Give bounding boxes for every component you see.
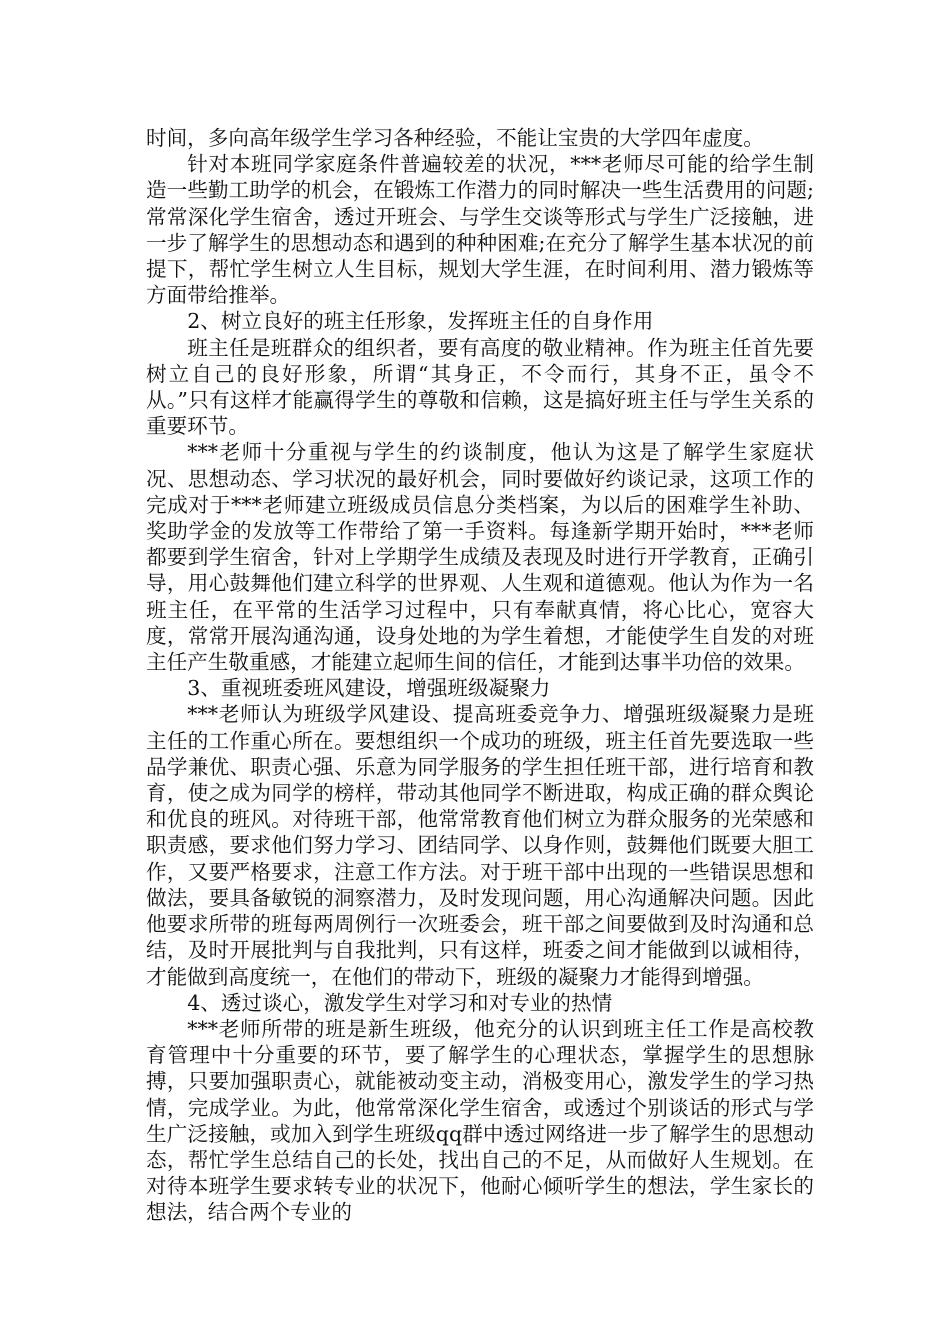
paragraph-class-committee: ***老师认为班级学风建设、提高班委竞争力、增强班级凝聚力是班主任的工作重心所在。要想组织一个成功的班级，班主任首先要选取一些品学兼优、职责心强、乐意为同学服务的学生担任班干部，进行培育和教育，使之成为同学的榜样，带动其他同学不断进取，构成正确的群众舆论和优良的班风。对待班干部，他常常教育他们树立为群众服务的光荣感和职责感，要求他们努力学习、团结同学、以身作则，鼓舞他们既要大胆工作，又要严格要求，注意工作方法。对于班干部中出现的一些错误思想和做法，要具备敏锐的洞察潜力，及时发现问题，用心沟通解决问题。因此他要求所带的班每两周例行一次班委会，班干部之间要做到及时沟通和总结，及时开展批判与自我批判，只有这样，班委之间才能做到以诚相待，才能做到高度统一，在他们的带动下，班级的凝聚力才能得到增强。 bbox=[146, 702, 814, 989]
document-body bbox=[146, 125, 814, 1226]
paragraph-family-conditions: 针对本班同学家庭条件普遍较差的状况，***老师尽可能的给学生制造一些勤工助学的机会，在锻炼工作潜力的同时解决一些生活费用的问题;常常深化学生宿舍，透过开班会、与学生交谈等形式与学生广泛接触，进一步了解学生的思想动态和遇到的种种困难;在充分了解学生基本状况的前提下，帮忙学生树立人生目标，规划大学生涯，在时间利用、潜力锻炼等方面带给推举。 bbox=[146, 152, 814, 308]
paragraph-teacher-image: 班主任是班群众的组织者，要有高度的敬业精神。作为班主任首先要树立自己的良好形象，所谓“其身正，不令而行，其身不正，虽令不从。”只有这样才能赢得学生的尊敬和信赖，这是搞好班主任与学生关系的重要环节。 bbox=[146, 335, 814, 439]
section-heading-3: 3、重视班委班风建设，增强班级凝聚力 bbox=[187, 676, 551, 701]
section-heading-4: 4、透过谈心，激发学生对学习和对专业的热情 bbox=[187, 990, 613, 1015]
section-heading-2: 2、树立良好的班主任形象，发挥班主任的自身作用 bbox=[187, 309, 654, 334]
paragraph-interview-system: ***老师十分重视与学生的约谈制度，他认为这是了解学生家庭状况、思想动态、学习状况的最好机会，同时要做好约谈记录，这项工作的完成对于***老师建立班级成员信息分类档案，为以后的困难学生补助、奖助学金的发放等工作带给了第一手资料。每逢新学期开始时，***老师都要到学生宿舍，针对上学期学生成绩及表现及时进行开学教育，正确引导，用心鼓舞他们建立科学的世界观、人生观和道德观。他认为作为一名班主任，在平常的生活学习过程中，只有奉献真情，将心比心，宽容大度，常常开展沟通沟通，设身处地的为学生着想，才能使学生自发的对班主任产生敬重感，才能建立起师生间的信任，才能到达事半功倍的效果。 bbox=[146, 440, 814, 675]
paragraph-heart-talks: ***老师所带的班是新生班级，他充分的认识到班主任工作是高校教育管理中十分重要的环节，要了解学生的心理状态，掌握学生的思想脉搏，只要加强职责心，就能被动变主动，消极变用心，激发学生的学习热情，完成学业。为此，他常常深化学生宿舍，或透过个别谈话的形式与学生广泛接触，或加入到学生班级qq群中透过网络进一步了解学生的思想动态，帮忙学生总结自己的长处，找出自己的不足，从而做好人生规划。在对待本班学生要求转专业的状况下，他耐心倾听学生的想法，学生家长的想法，结合两个专业的 bbox=[146, 1016, 814, 1225]
paragraph-continuation: 时间，多向高年级学生学习各种经验，不能让宝贵的大学四年虚度。 bbox=[146, 126, 764, 150]
